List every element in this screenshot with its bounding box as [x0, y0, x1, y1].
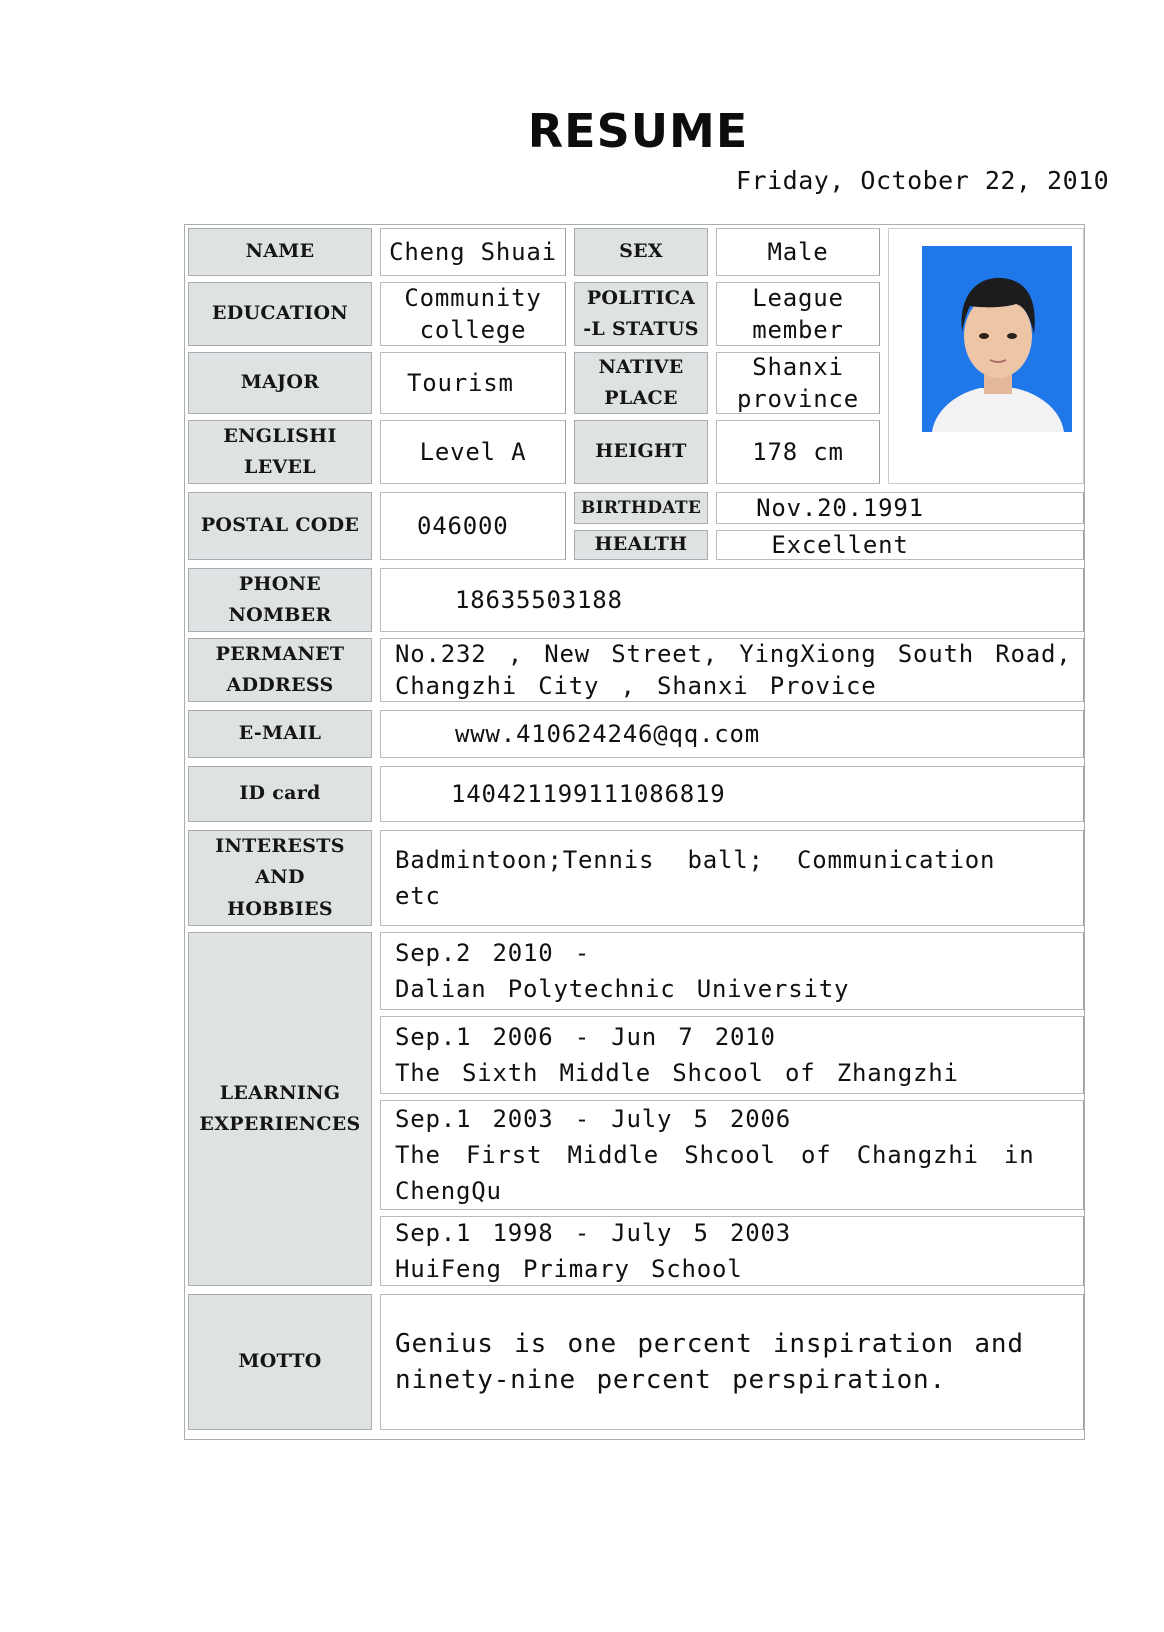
page-title: RESUME: [527, 104, 749, 158]
learning-period: Sep.1 2006 - Jun 7 2010: [395, 1023, 776, 1051]
label-postal-code: POSTAL CODE: [188, 492, 372, 560]
value-major: Tourism: [380, 352, 566, 414]
learning-experience-item: [380, 932, 1084, 1010]
value-postal-code: 046000: [380, 492, 566, 560]
learning-period: Sep.1 2003 - July 5 2006: [395, 1105, 791, 1133]
label-native-place: NATIVE PLACE: [574, 352, 708, 414]
learning-period: Sep.2 2010 -: [395, 939, 590, 967]
value-phone: 18635503188: [380, 568, 1084, 632]
label-interests: INTERESTS AND HOBBIES: [188, 830, 372, 926]
label-birthdate: BIRTHDATE: [574, 492, 708, 524]
learning-period: Sep.1 1998 - July 5 2003: [395, 1219, 791, 1247]
value-id-card: 140421199111086819: [380, 766, 1084, 822]
photo-frame: [888, 228, 1084, 484]
value-email: www.410624246@qq.com: [380, 710, 1084, 758]
value-native-place: Shanxi province: [716, 352, 880, 414]
label-height: HEIGHT: [574, 420, 708, 484]
label-motto: MOTTO: [188, 1294, 372, 1430]
value-name: Cheng Shuai: [380, 228, 566, 276]
learning-school: HuiFeng Primary School: [395, 1255, 743, 1283]
learning-school: The First Middle Shcool of Changzhi in ChengQu: [395, 1141, 1035, 1205]
label-email: E-MAIL: [188, 710, 372, 758]
value-birthdate: Nov.20.1991: [716, 492, 1084, 524]
learning-school: Dalian Polytechnic University: [395, 975, 850, 1003]
learning-experience-item: [380, 1216, 1084, 1286]
label-major: MAJOR: [188, 352, 372, 414]
label-political-status: POLITICA -L STATUS: [574, 282, 708, 346]
label-name: NAME: [188, 228, 372, 276]
label-id-card: ID card: [188, 766, 372, 822]
label-address: PERMANET ADDRESS: [188, 638, 372, 702]
value-interests: Badmintoon;Tennis ball; Communication etc: [380, 830, 1084, 926]
value-education: Community college: [380, 282, 566, 346]
value-sex: Male: [716, 228, 880, 276]
learning-experience-item: [380, 1016, 1084, 1094]
label-education: EDUCATION: [188, 282, 372, 346]
learning-school: The Sixth Middle Shcool of Zhangzhi: [395, 1059, 959, 1087]
label-english-level: ENGLISHI LEVEL: [188, 420, 372, 484]
value-political-status: League member: [716, 282, 880, 346]
label-sex: SEX: [574, 228, 708, 276]
resume-date: Friday, October 22, 2010: [736, 166, 1110, 195]
label-learning: LEARNING EXPERIENCES: [188, 932, 372, 1286]
value-english-level: Level A: [380, 420, 566, 484]
value-height: 178 cm: [716, 420, 880, 484]
value-health: Excellent: [716, 530, 1084, 560]
value-address: No.232 , New Street, YingXiong South Road, Changzhi City , Shanxi Provice: [380, 638, 1084, 702]
label-phone: PHONE NOMBER: [188, 568, 372, 632]
value-motto: Genius is one percent inspiration and ninety-nine percent perspiration.: [380, 1294, 1084, 1430]
learning-experience-item: [380, 1100, 1084, 1210]
label-health: HEALTH: [574, 530, 708, 560]
